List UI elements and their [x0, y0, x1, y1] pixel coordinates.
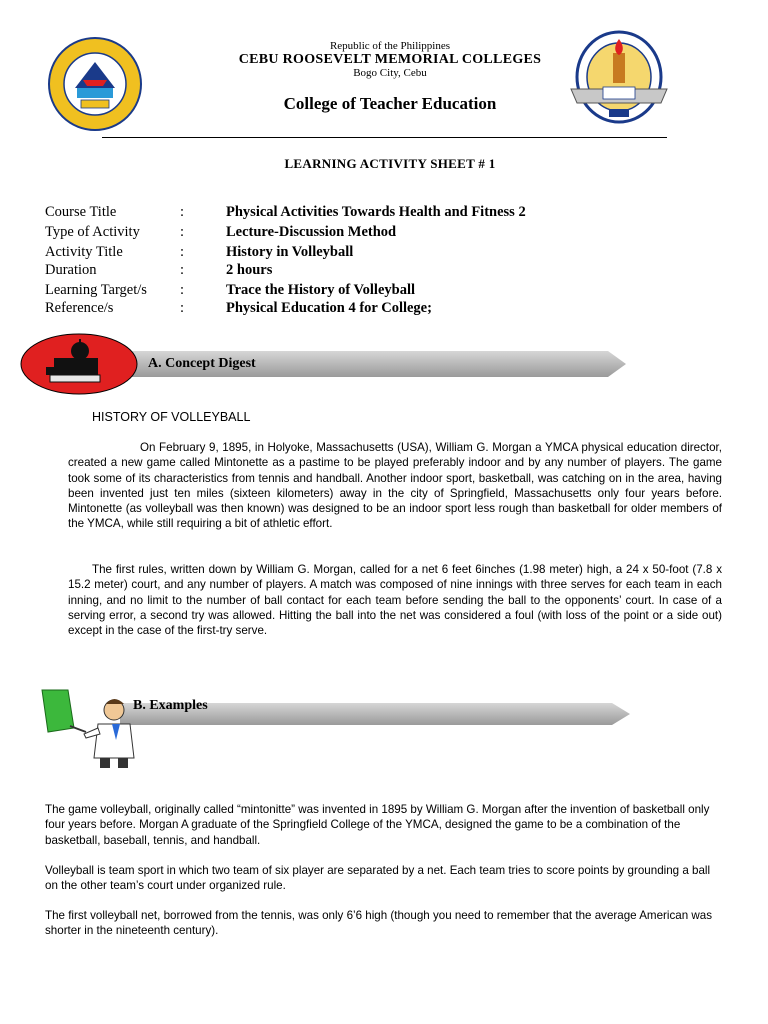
history-heading: HISTORY OF VOLLEYBALL [92, 410, 251, 424]
paragraph: The first rules, written down by William G. Morgan, called for a net 6 feet 6inches (1.98 meter) high, a 24 x 50-foot (7.8 x 15.2 meter) court, and any number of players. A match was composed of nine innings with three serves for each team in each inning, and no limit to the number of ball contact for each team before sending the ball to the opponents’ court. In case of a serving error, a second try was allowed. Hitting the ball into the net was considered a foul (with loss of the point or a side out) except in the case of the first-try serve. [68, 563, 722, 638]
info-label: Learning Target/s [45, 282, 147, 298]
college-name: College of Teacher Education [283, 94, 497, 113]
paragraph: Volleyball is team sport in which two team of six player are separated by a net. Each team tries to score points by grounding a ball on the other team’s court under organized rule. [45, 864, 711, 893]
info-value: Physical Education 4 for College; [226, 300, 432, 316]
info-colon: : [180, 224, 185, 240]
info-value: Trace the History of Volleyball [226, 282, 416, 298]
paragraph: The first volleyball net, borrowed from the tennis, was only 6’6 high (though you need to remember that the average American was shorter in the nineteenth century). [45, 909, 712, 938]
header-divider [102, 137, 667, 138]
info-colon: : [180, 204, 185, 220]
info-colon: : [180, 262, 185, 278]
school-name: CEBU ROOSEVELT MEMORIAL COLLEGES [238, 52, 542, 67]
info-colon: : [180, 244, 185, 260]
info-label: Duration [45, 262, 97, 278]
info-label: Course Title [45, 204, 117, 220]
republic-line: Republic of the Philippines [329, 40, 451, 52]
info-label: Type of Activity [45, 224, 140, 240]
sheet-title: LEARNING ACTIVITY SHEET # 1 [284, 156, 496, 171]
books-apple-icon [20, 333, 140, 395]
info-label: Activity Title [45, 244, 123, 260]
paragraph: On February 9, 1895, in Holyoke, Massachusetts (USA), William G. Morgan a YMCA physical education director, created a new game called Mintonette as a pastime to be played preferably indoor and by any number of players. The game took some of its characteristics from tennis and handball. Another indoor sport, basketball, was catching on in the area, having been invented just ten miles (sixteen kilometers) away in the city of Springfield, Massachusetts only four years before. Mintonette (as volleyball was then known) was designed to be an indoor sport less rough than basketball for older members of the YMCA, while still requiring a bit of athletic effort. [68, 441, 722, 531]
info-value: 2 hours [226, 262, 273, 278]
school-seal-logo [47, 36, 143, 132]
info-label: Reference/s [45, 300, 114, 316]
info-colon: : [180, 300, 185, 316]
school-city: Bogo City, Cebu [353, 67, 427, 79]
info-value: Lecture-Discussion Method [226, 224, 397, 240]
paragraph: The game volleyball, originally called “mintonitte” was invented in 1895 by William G. Morgan after the invention of basketball only four years before. Morgan A graduate of the Springfield College of the YMCA, designed the game to be a combination of the basketball, baseball, tennis, and handball. [45, 803, 710, 847]
teacher-pointing-icon [40, 688, 138, 770]
info-value: Physical Activities Towards Health and Fitness 2 [226, 204, 526, 220]
info-colon: : [180, 282, 185, 298]
info-value: History in Volleyball [226, 244, 354, 260]
section-a-title: A. Concept Digest [148, 356, 256, 371]
section-b-title: B. Examples [133, 698, 208, 713]
